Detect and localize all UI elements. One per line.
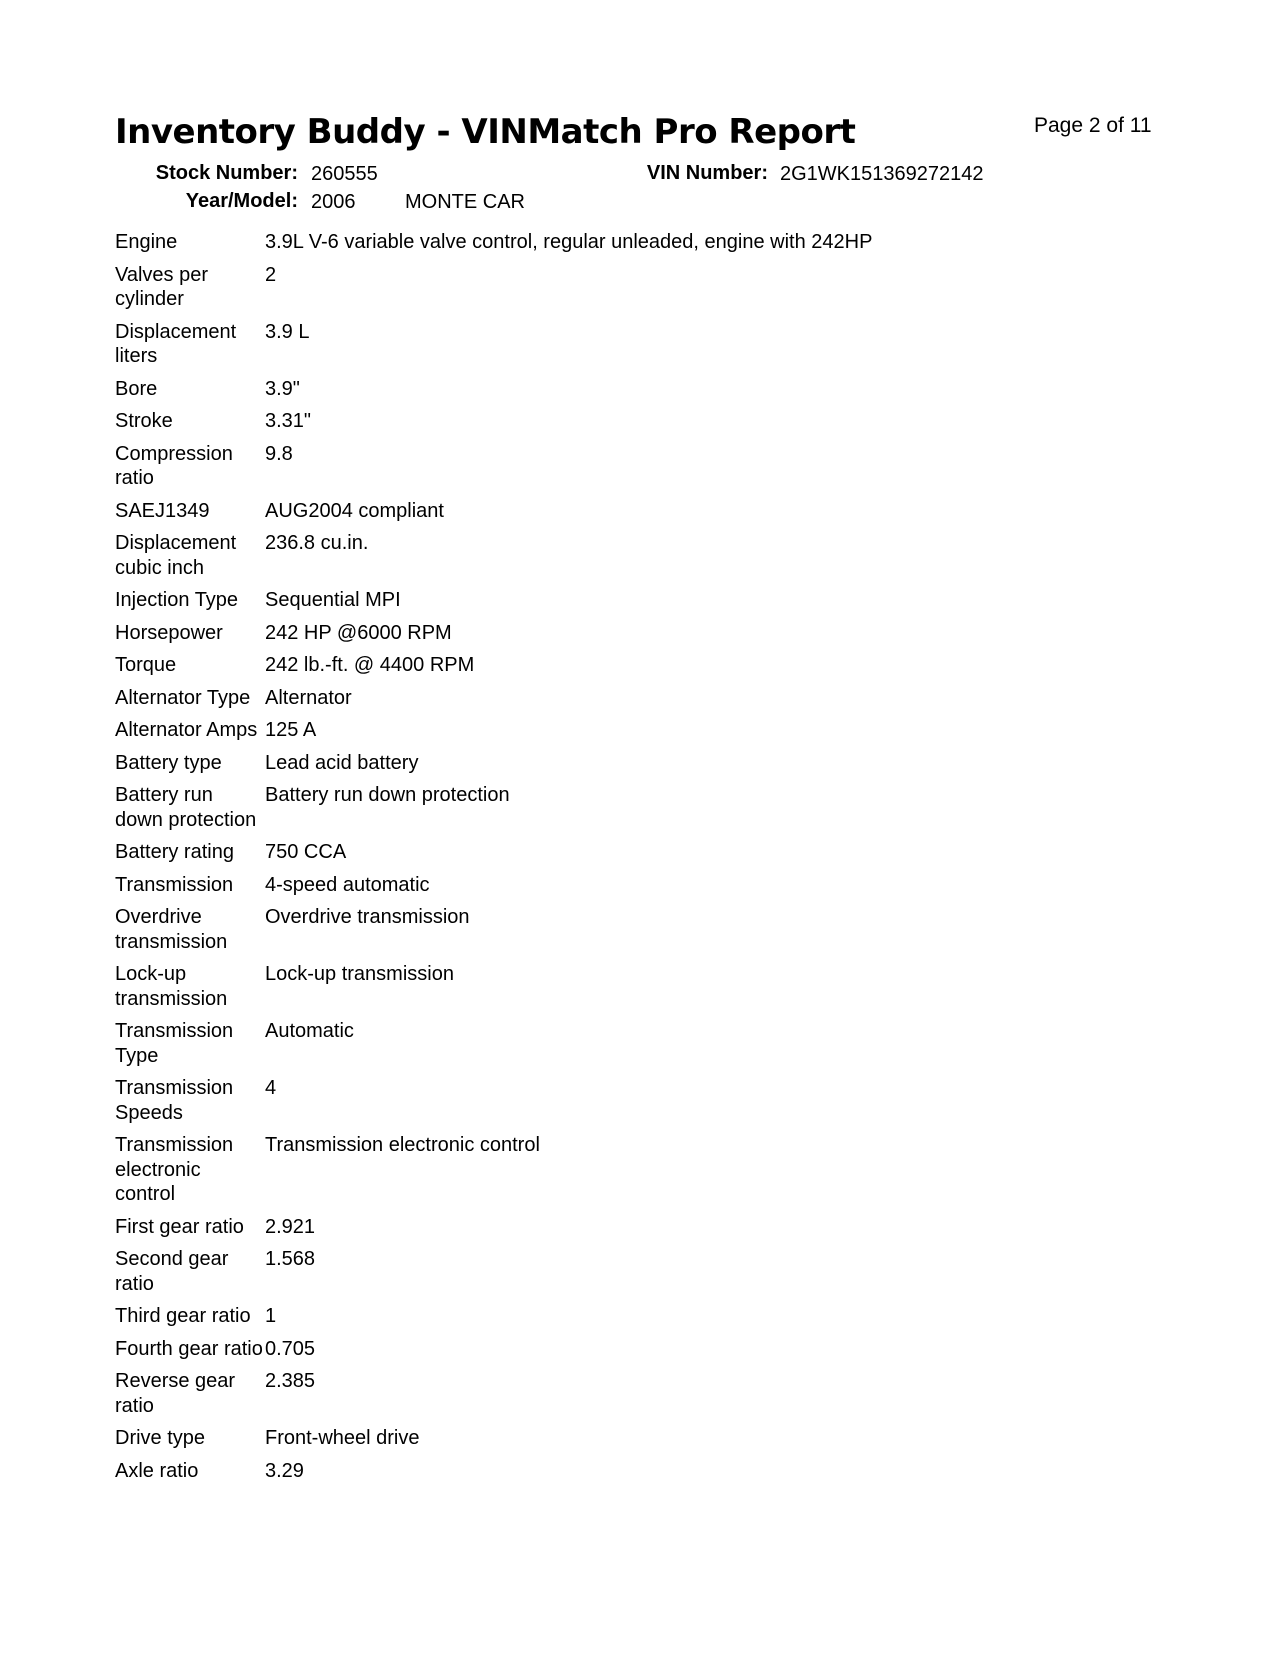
- spec-row: [115, 653, 872, 686]
- spec-value: AUG2004 compliant: [265, 499, 444, 522]
- spec-row: [115, 1459, 872, 1492]
- spec-label: Transmission: [115, 873, 234, 896]
- spec-value: 236.8 cu.in.: [265, 532, 369, 554]
- spec-label: First gear ratio: [115, 1215, 244, 1238]
- spec-label: Stroke: [115, 410, 173, 432]
- spec-label: Injection Type: [115, 589, 239, 611]
- report-title: Inventory Buddy - VINMatch Pro Report: [115, 112, 856, 152]
- spec-value: 1: [265, 1305, 277, 1327]
- spec-value: Automatic: [265, 1020, 354, 1042]
- spec-label: Drive type: [115, 1427, 206, 1449]
- spec-row: [115, 531, 872, 588]
- spec-value: Sequential MPI: [265, 589, 401, 611]
- spec-value: 4: [265, 1077, 277, 1099]
- spec-label: Overdrive transmission: [115, 906, 228, 953]
- spec-value: 750 CCA: [265, 841, 347, 863]
- spec-value: 0.705: [265, 1337, 316, 1360]
- year-value: 2006: [311, 191, 356, 213]
- spec-row: [115, 442, 872, 499]
- spec-value: 125 A: [265, 719, 317, 741]
- spec-label: Valves per cylinder: [115, 263, 209, 310]
- spec-label: Battery type: [115, 751, 222, 774]
- spec-row: [115, 1247, 872, 1304]
- spec-row: [115, 1369, 872, 1426]
- spec-row: [115, 783, 872, 840]
- spec-row: [115, 1304, 872, 1337]
- spec-label: SAEJ1349: [115, 499, 210, 522]
- spec-row: [115, 588, 872, 621]
- spec-value: 2.385: [265, 1370, 316, 1392]
- stock-number-value: 260555: [311, 163, 378, 185]
- spec-label: Compression ratio: [115, 442, 233, 489]
- spec-value: Transmission electronic control: [265, 1134, 540, 1156]
- model-value: MONTE CAR: [405, 191, 525, 213]
- spec-value: 2: [265, 263, 277, 286]
- vin-number-label: VIN Number:: [646, 162, 768, 184]
- spec-label: Displacement liters: [115, 320, 237, 367]
- spec-value: 4-speed automatic: [265, 873, 430, 896]
- spec-table-body: [115, 230, 872, 1491]
- spec-value: 2.921: [265, 1215, 316, 1238]
- spec-label: Torque: [115, 654, 177, 676]
- spec-table: [115, 230, 872, 1491]
- spec-value: 242 lb.-ft. @ 4400 RPM: [265, 654, 475, 676]
- spec-value: Overdrive transmission: [265, 906, 470, 928]
- spec-label: Fourth gear ratio: [115, 1337, 263, 1360]
- spec-row: [115, 230, 872, 263]
- spec-row: [115, 1426, 872, 1459]
- spec-row: [115, 1019, 872, 1076]
- spec-row: [115, 320, 872, 377]
- spec-label: Alternator Amps: [115, 719, 258, 741]
- spec-row: [115, 905, 872, 962]
- spec-label: Displacement cubic inch: [115, 532, 237, 579]
- spec-value: 1.568: [265, 1248, 316, 1270]
- spec-row: [115, 409, 872, 442]
- spec-row: [115, 686, 872, 719]
- spec-row: [115, 621, 872, 654]
- spec-label: Transmission Speeds: [115, 1077, 234, 1124]
- spec-row: [115, 873, 872, 906]
- spec-row: [115, 1133, 872, 1215]
- spec-label: Battery run down protection: [115, 784, 257, 831]
- spec-label: Alternator Type: [115, 686, 251, 709]
- year-model-label: Year/Model:: [185, 190, 298, 212]
- spec-label: Lock-up transmission: [115, 963, 228, 1010]
- spec-value: 3.9L V-6 variable valve control, regular unleaded, engine with 242HP: [265, 231, 873, 253]
- spec-value: Lock-up transmission: [265, 963, 454, 985]
- spec-value: 3.9": [265, 377, 300, 400]
- spec-row: [115, 751, 872, 784]
- spec-value: Lead acid battery: [265, 751, 419, 774]
- spec-value: 3.29: [265, 1459, 304, 1482]
- spec-value: Alternator: [265, 686, 352, 709]
- spec-row: [115, 1337, 872, 1370]
- spec-row: [115, 1215, 872, 1248]
- spec-value: 3.31": [265, 410, 312, 432]
- spec-label: Battery rating: [115, 841, 234, 863]
- spec-label: Horsepower: [115, 621, 223, 644]
- spec-row: [115, 962, 872, 1019]
- spec-label: Engine: [115, 231, 178, 253]
- spec-row: [115, 718, 872, 751]
- spec-value: Front-wheel drive: [265, 1427, 420, 1449]
- spec-value: 9.8: [265, 442, 293, 465]
- page-indicator: Page 2 of 11: [1034, 114, 1152, 137]
- spec-row: [115, 1076, 872, 1133]
- vin-number-value: 2G1WK151369272142: [780, 163, 984, 185]
- spec-row: [115, 499, 872, 532]
- spec-label: Reverse gear ratio: [115, 1370, 236, 1417]
- spec-label: Second gear ratio: [115, 1248, 229, 1295]
- spec-value: Battery run down protection: [265, 784, 510, 806]
- stock-number-label: Stock Number:: [155, 162, 298, 184]
- spec-row: [115, 377, 872, 410]
- spec-label: Transmission Type: [115, 1020, 234, 1067]
- spec-label: Axle ratio: [115, 1459, 199, 1482]
- spec-label: Third gear ratio: [115, 1305, 251, 1327]
- spec-row: [115, 840, 872, 873]
- spec-row: [115, 263, 872, 320]
- spec-value: 3.9 L: [265, 320, 310, 343]
- spec-value: 242 HP @6000 RPM: [265, 621, 452, 644]
- spec-label: Transmission electronic control: [115, 1134, 234, 1205]
- spec-label: Bore: [115, 377, 158, 400]
